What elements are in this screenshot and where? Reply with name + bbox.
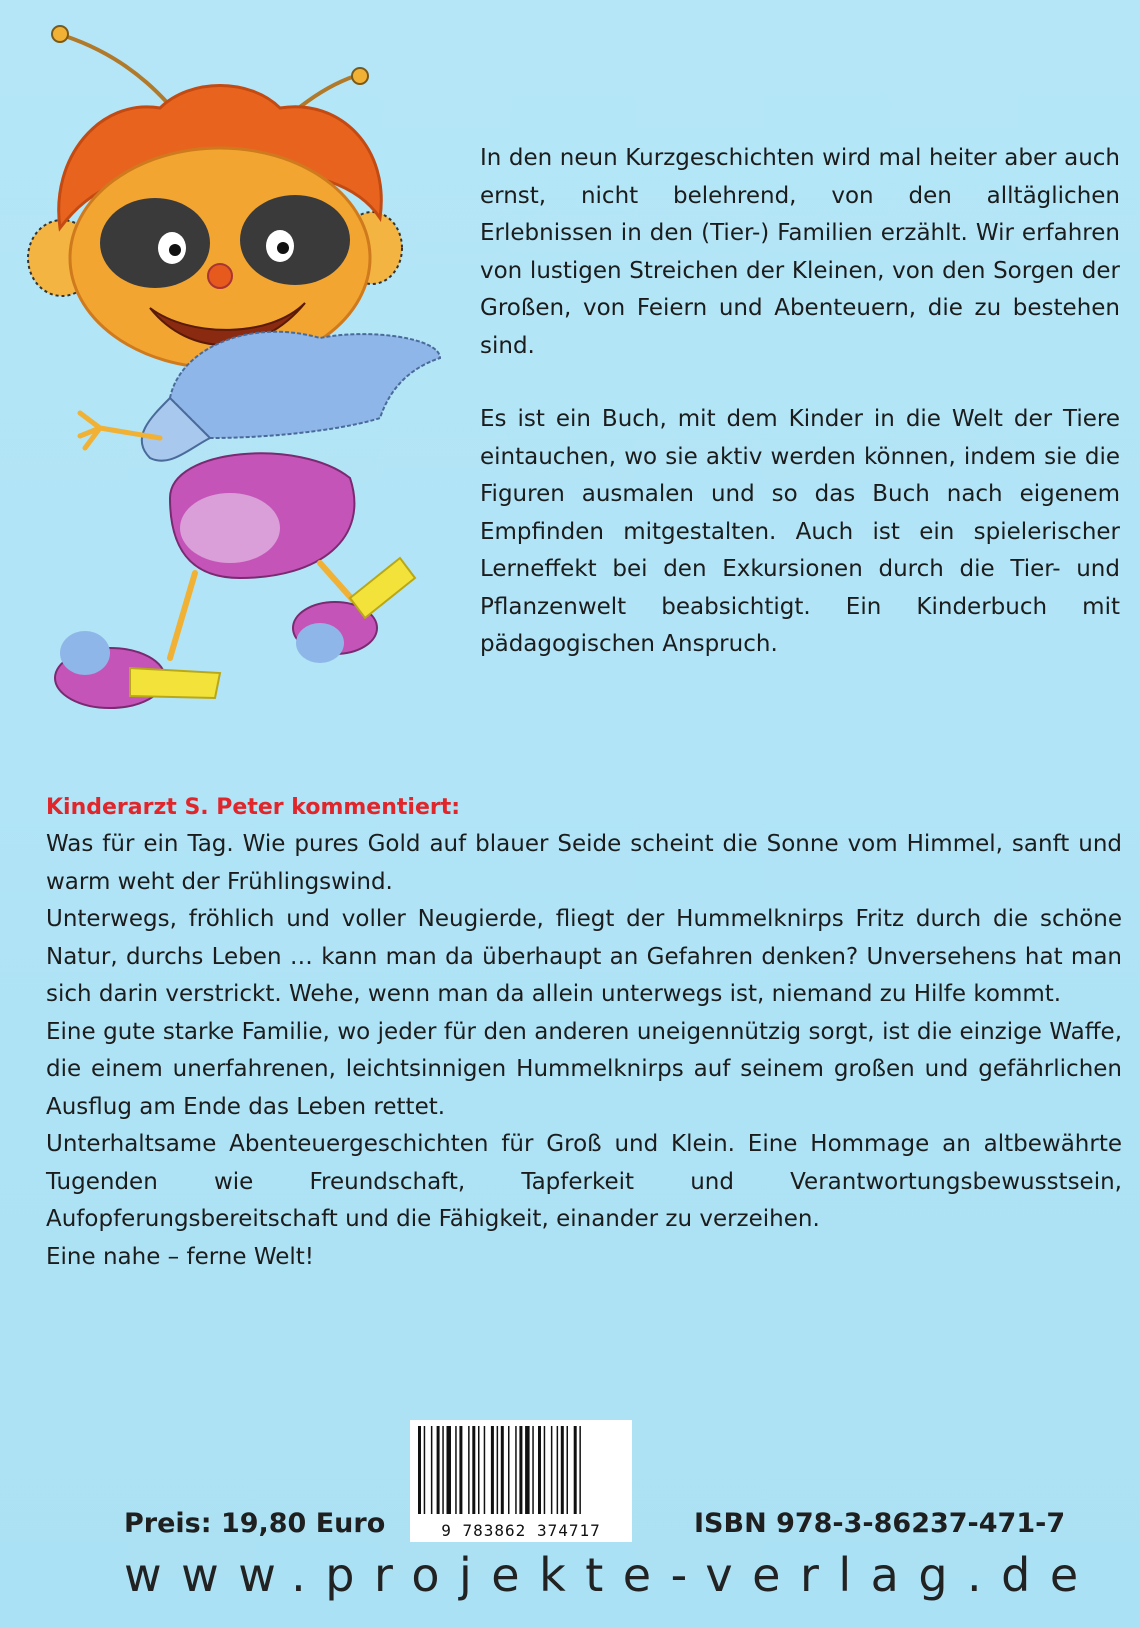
barcode-bar	[567, 1426, 569, 1514]
barcode-bar	[424, 1426, 426, 1514]
barcode-bar	[557, 1426, 559, 1514]
barcode-bar	[437, 1426, 440, 1514]
barcode-bar	[472, 1426, 475, 1514]
barcode-bar	[491, 1426, 494, 1514]
barcode-bar	[418, 1426, 421, 1514]
barcode-bar	[538, 1426, 541, 1514]
barcode-bar	[532, 1426, 534, 1514]
barcode-bars	[416, 1426, 626, 1516]
commentary-paragraph: Unterwegs, fröhlich und voller Neugierde, fliegt der Hummelknirps Fritz durch die schöne Natur, durchs Leben … kann man da überhaupt an Gefahren denken? Unversehens hat man sich darin verstrickt. Wehe, wenn man da allein unterwegs ist, niemand zu Hilfe kommt.	[46, 906, 1122, 1007]
commentary-paragraph: Eine gute starke Familie, wo jeder für den anderen uneigennützig sorgt, ist die einzige Waffe, die einem unerfahrenen, leichtsinnigen Hummelknirps auf seinem großen und gefährlichen Ausflug am Ende das Leben rettet.	[46, 1018, 1122, 1120]
barcode-bar	[484, 1426, 486, 1514]
barcode-bar	[447, 1426, 452, 1514]
barcode	[410, 1420, 632, 1542]
commentary-section	[46, 790, 1122, 1276]
barcode-number: 9 783862 374717	[441, 1521, 601, 1540]
barcode-bar	[442, 1426, 444, 1514]
commentary-paragraph: Unterhaltsame Abenteuergeschichten für Groß und Klein. Eine Hommage an altbewährte Tugenden wie Freundschaft, Tapferkeit und Verantwortungsbewusstsein, Aufopferungsbereitschaft und die Fähigkeit, einander zu verzeihen.	[46, 1131, 1122, 1232]
barcode-bar	[561, 1426, 564, 1514]
commentary-paragraph: Eine nahe – ferne Welt!	[46, 1243, 314, 1270]
intro-paragraph-1: In den neun Kurzgeschichten wird mal heiter aber auch ernst, nicht belehrend, von den alltäglichen Erlebnissen in den (Tier-) Familien erzählt. Wir erfahren von lustigen Streichen der Kleinen, von den Sorgen der Großen, von Feiern und Abenteuern, die zu bestehen sind.	[480, 145, 1120, 359]
bee-character-illustration	[20, 18, 460, 738]
barcode-bar	[431, 1426, 433, 1514]
commentary-paragraph: Was für ein Tag. Wie pures Gold auf blauer Seide scheint die Sonne vom Himmel, sanft und warm weht der Frühlingswind.	[46, 831, 1122, 895]
intro-paragraph-2: Es ist ein Buch, mit dem Kinder in die Welt der Tiere eintauchen, wo sie aktiv werden können, indem sie die Figuren ausmalen und so das Buch nach eigenem Empfinden mitgestalten. Auch ist ein spielerischer Lerneffekt bei den Exkursionen durch die Tier- und Pflanzenwelt beabsichtigt. Ein Kinderbuch mit pädagogischen Anspruch.	[480, 406, 1120, 657]
barcode-bar	[455, 1426, 457, 1514]
barcode-bar	[468, 1426, 470, 1514]
price-label: Preis: 19,80 Euro	[124, 1508, 386, 1539]
barcode-bar	[574, 1426, 577, 1514]
barcode-bar	[478, 1426, 480, 1514]
isbn-label: ISBN 978-3-86237-471-7	[694, 1508, 1066, 1539]
publisher-website: www.projekte-verlag.de	[124, 1548, 1098, 1602]
barcode-bar	[579, 1426, 581, 1514]
barcode-bar	[508, 1426, 510, 1514]
barcode-bar	[551, 1426, 553, 1514]
barcode-bar	[459, 1426, 462, 1514]
barcode-bar	[525, 1426, 530, 1514]
barcode-bar	[544, 1426, 546, 1514]
barcode-bar	[497, 1426, 499, 1514]
barcode-bar	[519, 1426, 522, 1514]
barcode-bar	[515, 1426, 517, 1514]
barcode-bar	[501, 1426, 504, 1514]
commentary-heading: Kinderarzt S. Peter kommentiert:	[46, 795, 461, 820]
intro-text	[480, 140, 1120, 700]
